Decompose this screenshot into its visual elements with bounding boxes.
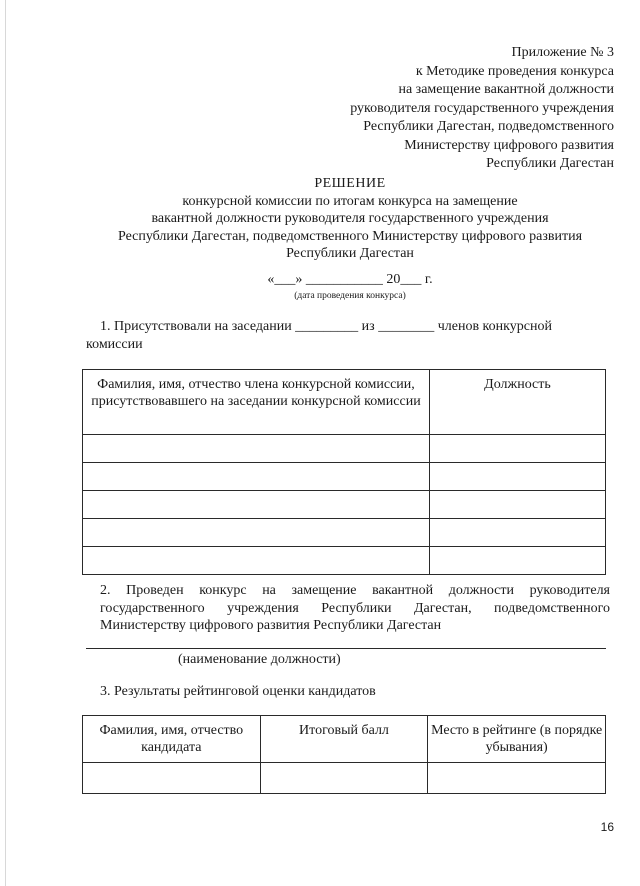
- title-head: РЕШЕНИЕ: [314, 176, 386, 191]
- appendix-line: Приложение № 3: [511, 45, 614, 60]
- document-title: [90, 175, 610, 263]
- table-cell: [429, 491, 605, 519]
- section-1-line: 1. Присутствовали на заседании _________ из ________ членов конкурсной: [100, 319, 552, 334]
- section-3-heading: 3. Результаты рейтинговой оценки кандидатов: [100, 684, 376, 699]
- table-row: [83, 763, 606, 794]
- appendix-line: Республики Дагестан, подведомственного: [363, 119, 614, 134]
- appendix-line: руководителя государственного учреждения: [350, 100, 614, 116]
- table-cell: [260, 763, 428, 794]
- table-cell: [429, 435, 605, 463]
- title-line: Республики Дагестан: [286, 246, 414, 261]
- table-row: [83, 491, 606, 519]
- page-number: 16: [600, 820, 614, 834]
- date-field: «___» ___________ 20___ г.: [267, 272, 433, 287]
- table-cell: [429, 519, 605, 547]
- column-header-position: Должность: [429, 370, 605, 435]
- section-2-text: 2. Проведен конкурс на замещение вакантной должности руководителя государственного учреждения Республики Дагестан, подведомственного Министерству цифрового развития Республики Дагестан: [100, 583, 610, 633]
- table-row: [83, 519, 606, 547]
- table-cell: [83, 519, 430, 547]
- appendix-line: на замещение вакантной должности: [398, 82, 614, 97]
- table-cell: [428, 763, 606, 794]
- appendix-line: Министерству цифрового развития: [404, 137, 614, 153]
- appendix-line: к Методике проведения конкурса: [415, 63, 614, 79]
- position-name-line: [86, 648, 606, 649]
- title-line: конкурсной комиссии по итогам конкурса на замещение: [182, 193, 518, 209]
- table-cell: [83, 547, 430, 575]
- position-name-caption: (наименование должности): [178, 652, 341, 667]
- column-header-candidate-name: Фамилия, имя, отчество кандидата: [83, 716, 261, 763]
- table-row: [83, 463, 606, 491]
- appendix-header: [274, 44, 614, 174]
- scan-edge-line: [5, 0, 6, 886]
- title-line: вакантной должности руководителя государственного учреждения: [151, 211, 549, 226]
- column-header-total-score: Итоговый балл: [260, 716, 428, 763]
- column-header-member-name: Фамилия, имя, отчество члена конкурсной комиссии, присутствовавшего на заседании конкурсной комиссии: [83, 370, 430, 435]
- section-1-line: комиссии: [86, 337, 143, 352]
- appendix-line: Республики Дагестан: [486, 156, 614, 171]
- table-cell: [83, 763, 261, 794]
- table-cell: [83, 491, 430, 519]
- table-row: [83, 435, 606, 463]
- section-2: [86, 582, 610, 635]
- table-cell: [429, 463, 605, 491]
- section-1: [86, 318, 606, 354]
- date-caption: (дата проведения конкурса): [294, 291, 406, 301]
- table-cell: [83, 463, 430, 491]
- column-header-rating-place: Место в рейтинге (в порядке убывания): [428, 716, 606, 763]
- candidate-rating-table: [82, 715, 606, 794]
- title-line: Республики Дагестан, подведомственного Министерству цифрового развития: [117, 228, 583, 244]
- table-header-row: [83, 370, 606, 435]
- table-header-row: [83, 716, 606, 763]
- commission-members-table: [82, 369, 606, 575]
- table-cell: [429, 547, 605, 575]
- table-row: [83, 547, 606, 575]
- table-cell: [83, 435, 430, 463]
